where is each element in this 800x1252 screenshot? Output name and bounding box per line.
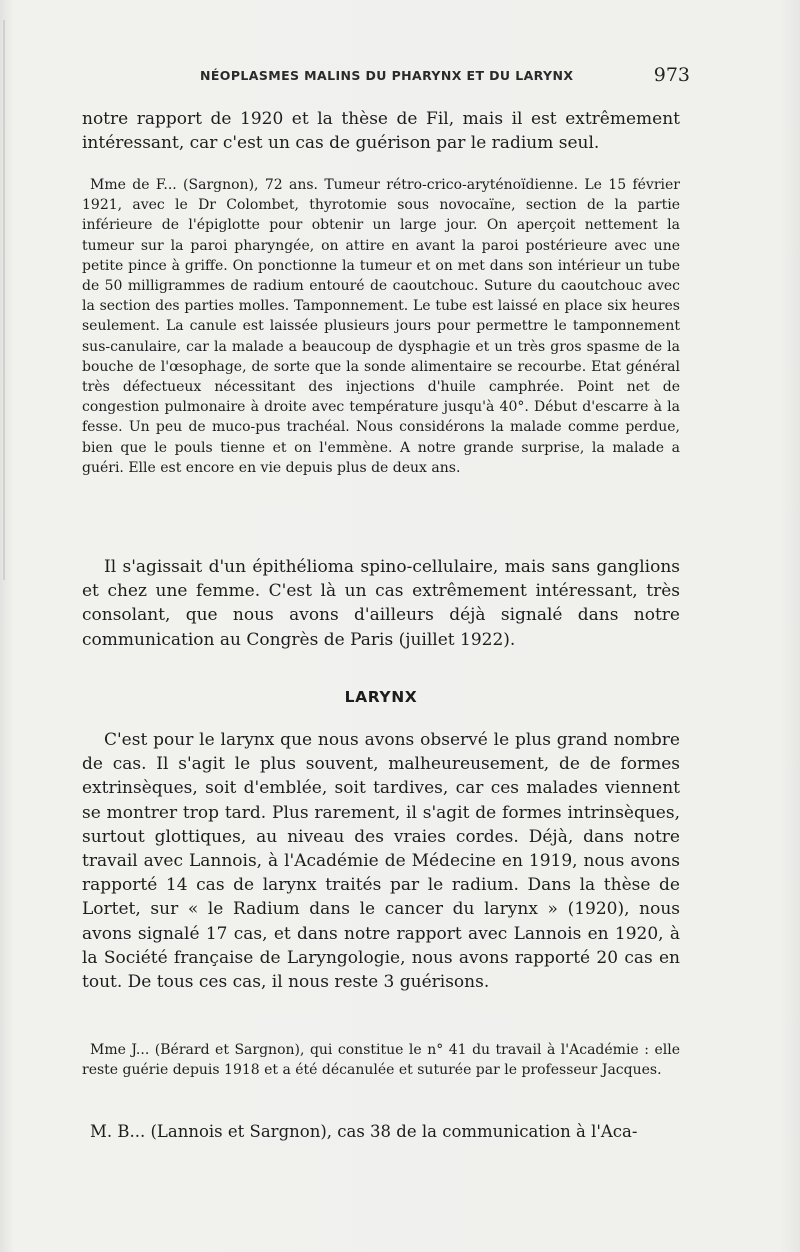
case-report-m-b: M. B... (Lannois et Sargnon), cas 38 de la communication à l'Aca- [90, 1122, 638, 1141]
case-report-mme-f: Mme de F... (Sargnon), 72 ans. Tumeur rétro-crico-aryténoïdienne. Le 15 février 1921, avec le Dr Colombet, thyrotomie sous novocaïne, section de la partie inférieure de l'épiglotte pour obtenir un large jour. On aperçoit nettement la tumeur sur la paroi pharyngée, on attire en avant la paroi postérieure avec une petite pince à griffe. On ponctionne la tumeur et on met dans son intérieur un tube de 50 milligrammes de radium entouré de caoutchouc. Suture du caoutchouc avec la section des parties molles. Tamponnement. Le tube est laissé en place six heures seulement. La canule est laissée plusieurs jours pour permettre le tamponnement sus-canulaire, car la malade a beaucoup de dysphagie et un très gros spasme de la bouche de l'œsophage, de sorte que la sonde alimentaire se recourbe. Etat général très défectueux nécessitant des injections d'huile camphrée. Point net de congestion pulmonaire à droite avec température jusqu'à 40°. Début d'escarre à la fesse. Un peu de muco-pus trachéal. Nous considérons la malade comme perdue, bien que le pouls tienne et on l'emmène. A notre grande surprise, la malade a guéri. Elle est encore en vie depuis plus de deux ans. [82, 177, 680, 476]
section-heading-larynx: LARYNX [344, 688, 418, 706]
paragraph-continuation: notre rapport de 1920 et la thèse de Fil, mais il est extrêmement intéressant, car c'est un cas de guérison par le radium seul. [82, 109, 680, 154]
page-edge-shadow [3, 20, 5, 580]
running-title: NÉOPLASMES MALINS DU PHARYNX ET DU LARYNX [200, 68, 574, 83]
paragraph-larynx-cases: C'est pour le larynx que nous avons observé le plus grand nombre de cas. Il s'agit le plus souvent, malheureusement, de de formes extrinsèques, soit d'emblée, soit tardives, car ces malades viennent se montrer trop tard. Plus rarement, il s'agit de formes intrinsèques, surtout glottiques, au niveau des vraies cordes. Déjà, dans notre travail avec Lannois, à l'Académie de Médecine en 1919, nous avons rapporté 14 cas de larynx traités par le radium. Dans la thèse de Lortet, sur « le Radium dans le cancer du larynx » (1920), nous avons signalé 17 cas, et dans notre rapport avec Lannois en 1920, à la Société française de Laryngologie, nous avons rapporté 20 cas en tout. De tous ces cas, il nous reste 3 guérisons. [82, 730, 680, 993]
page-header [200, 64, 690, 86]
paragraph-epithelioma: Il s'agissait d'un épithélioma spino-cellulaire, mais sans ganglions et chez une femme. C'est là un cas extrêmement intéressant, très consolant, que nous avons d'ailleurs déjà signalé dans notre communication au Congrès de Paris (juillet 1922). [82, 557, 680, 650]
case-report-mme-j: Mme J... (Bérard et Sargnon), qui constitue le n° 41 du travail à l'Académie : elle reste guérie depuis 1918 et a été décanulée et suturée par le professeur Jacques. [82, 1042, 680, 1079]
page-number: 973 [653, 64, 690, 86]
